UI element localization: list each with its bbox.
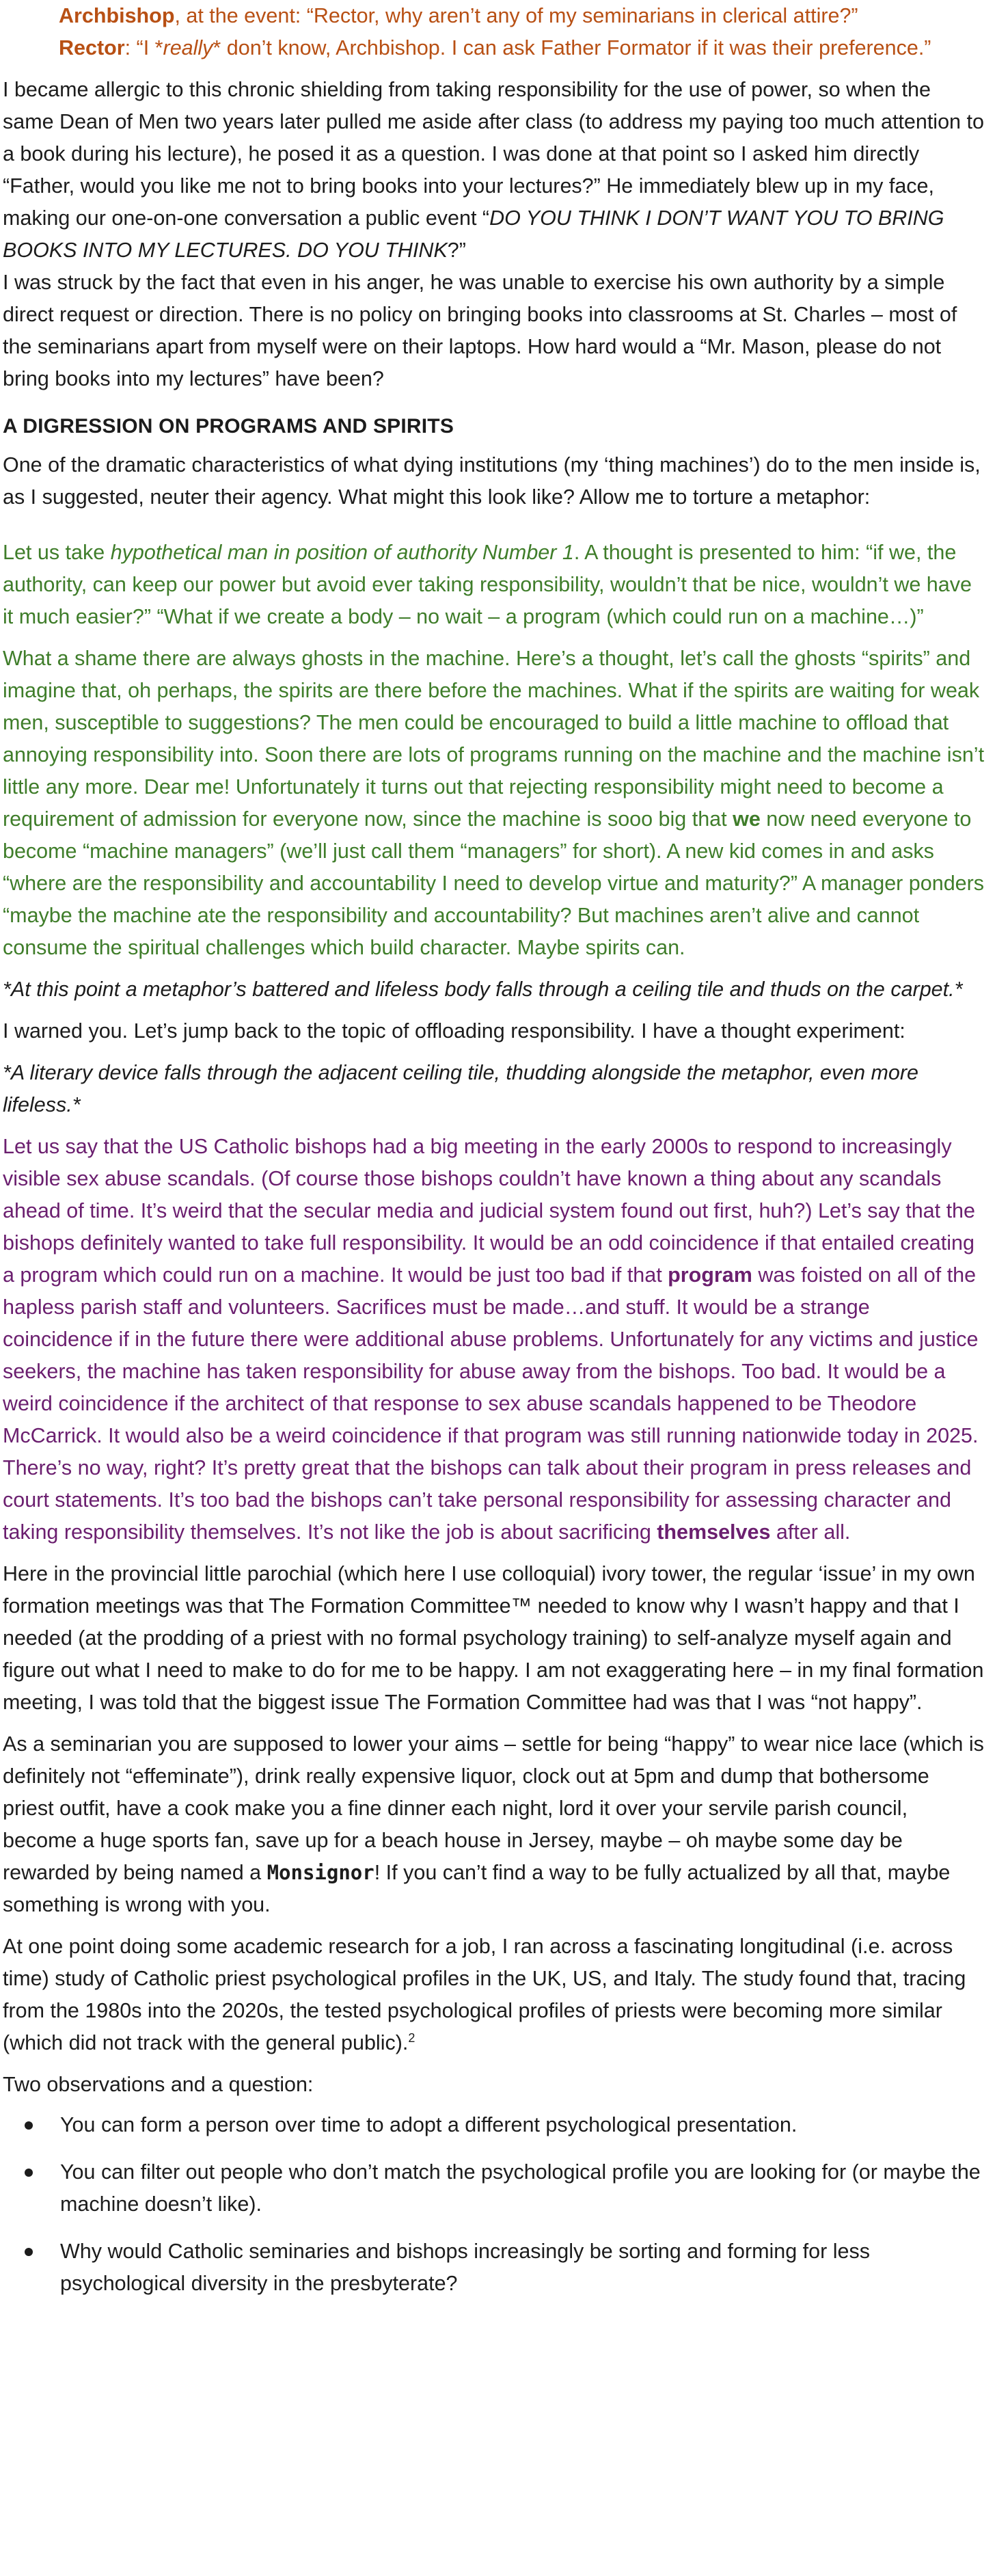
bullet-icon: [25, 2169, 33, 2177]
list-item-text: You can filter out people who don’t match the psychological profile you are looking for (or maybe the machine doesn’t like).: [60, 2160, 981, 2216]
dialogue-text-rector-a: : “I *: [124, 36, 163, 59]
bullet-icon: [25, 2248, 33, 2256]
passage-bold: we: [733, 807, 761, 831]
passage-text: . A thought is presented to him: “if we, the authority, can keep our power but avoid ever taking responsibility, wouldn’t that be nice, wouldn’t we have it much easier?” “What if we create a body – no wait – a program (which could run on a machine…)”: [3, 541, 972, 628]
paragraph-text: At one point doing some academic research for a job, I ran across a fascinating longitudinal (i.e. across time) study of Catholic priest psychological profiles in the UK, US, and Italy. The study found that, tracing from the 1980s into the 2020s, the tested psychological profiles of priests were becoming more similar (which did not track with the general public).: [3, 1935, 966, 2054]
aside-metaphor: *At this point a metaphor’s battered and lifeless body falls through a ceiling tile and thuds on the carpet.*: [3, 978, 963, 1001]
section-heading: A DIGRESSION ON PROGRAMS AND SPIRITS: [3, 415, 454, 438]
list-item: [60, 2156, 985, 2221]
green-passage-ghosts: [3, 643, 985, 964]
passage-text: Let us take: [3, 541, 111, 564]
paragraph-observations: Two observations and a question:: [3, 2073, 314, 2096]
paragraph-text: ?”: [447, 239, 466, 262]
aside-literary-device: *A literary device falls through the adjacent ceiling tile, thudding alongside the metaphor, even more lifeless.*: [3, 1061, 918, 1116]
passage-text: after all.: [770, 1520, 851, 1544]
green-passage-hypothetical: [3, 537, 985, 633]
paragraph-text: I became allergic to this chronic shielding from taking responsibility for the use of power, so when the same Dean of Men two years later pulled me aside after class (to address my paying too much attention to a book during his lecture), he posed it as a question. I was done at that point so I asked him directly “Father, would you like me not to bring books into your lectures?” He immediately blew up in my face, making our one-on-one conversation a public event “: [3, 78, 984, 230]
passage-text: now need everyone to become “machine managers” (we’ll just call them “managers” for short). A new kid comes in and asks “where are the responsibility and accountability I need to develop virtue and maturity?” A manager ponders “maybe the machine ate the responsibility and accountability? But machines aren’t alive and cannot consume the spiritual challenges which build character. Maybe spirits can.: [3, 807, 985, 959]
paragraph-longitudinal-study: [3, 1931, 985, 2059]
passage-bold-themselves: themselves: [657, 1520, 771, 1544]
passage-text: Let us say that the US Catholic bishops had a big meeting in the early 2000s to respond to increasingly visible sex abuse scandals. (Of course those bishops couldn’t have known a thing about any scandals ahead of time. It’s weird that the secular media and judicial system found out first, huh?) Let’s say that the bishops definitely wanted to take full responsibility. It would be an odd coincidence if that entailed creating a program which could run on a machine. It would be just too bad if that: [3, 1135, 975, 1287]
paragraph-formation-committee: Here in the provincial little parochial (which here I use colloquial) ivory tower, the regular ‘issue’ in my own formation meetings was that The Formation Committee™ needed to know why I wasn’t happy and that I needed (at the prodding of a priest with no formal psychology training) to self-analyze myself again and figure out what I need to make to do for me to be happy. I am not exaggerating here – in my final formation meeting, I was told that the biggest issue The Formation Committee had was that I was “not happy”.: [3, 1562, 984, 1714]
monsignor-title: Monsignor: [267, 1861, 374, 1884]
passage-emphasis: hypothetical man in position of authority Number 1: [110, 541, 574, 564]
shouted-quote: DO YOU THINK I DON’T WANT YOU TO BRING BOOKS INTO MY LECTURES. DO YOU THINK: [3, 206, 944, 262]
dialogue-emphasis: really: [163, 36, 213, 59]
list-item-text: You can form a person over time to adopt a different psychological presentation.: [60, 2113, 798, 2136]
paragraph-warned: I warned you. Let’s jump back to the topic of offloading responsibility. I have a thought experiment:: [3, 1019, 905, 1043]
speaker-archbishop: Archbishop: [59, 4, 175, 27]
list-item: [60, 2109, 985, 2141]
passage-text: was foisted on all of the hapless parish staff and volunteers. Sacrifices must be made…and stuff. It would be a strange coincidence if in the future there were additional abuse problems. Unfortunately for any victims and justice seekers, the machine has taken responsibility for abuse away from the bishops. Too bad. It would be a weird coincidence if the architect of that response to sex abuse scandals happened to be Theodore McCarrick. It would also be a weird coincidence if that program was still running nationwide today in 2025. There’s no way, right? It’s pretty great that the bishops can talk about their program in press releases and court statements. It’s too bad the bishops can’t take personal responsibility for assessing character and taking responsibility themselves. It’s not like the job is about sacrificing: [3, 1263, 979, 1544]
passage-text: What a shame there are always ghosts in the machine. Here’s a thought, let’s call the ghosts “spirits” and imagine that, oh perhaps, the spirits are there before the machines. What if the spirits are waiting for weak men, susceptible to suggestions? The men could be encouraged to build a little machine to offload that annoying responsibility into. Soon there are lots of programs running on the machine and the machine isn’t little any more. Dear me! Unfortunately it turns out that rejecting responsibility might need to become a requirement of admission for everyone now, since the machine is sooo big that: [3, 647, 985, 831]
passage-bold-program: program: [668, 1263, 752, 1287]
purple-passage-bishops: [3, 1131, 985, 1548]
dialogue-text-archbishop: , at the event: “Rector, why aren’t any of my seminarians in clerical attire?”: [174, 4, 858, 27]
dialogue-block: [3, 0, 985, 64]
paragraph-policy: I was struck by the fact that even in his anger, he was unable to exercise his own authority by a simple direct request or direction. There is no policy on bringing books into classrooms at St. Charles – most of the seminarians apart from myself were on their laptops. How hard would a “Mr. Mason, please do not bring books into my lectures” have been?: [3, 271, 957, 390]
observations-list: [3, 2109, 985, 2300]
paragraph-dying-institutions: One of the dramatic characteristics of what dying institutions (my ‘thing machines’) do to the men inside is, as I suggested, neuter their agency. What might this look like? Allow me to torture a metaphor:: [3, 453, 981, 509]
bullet-icon: [25, 2121, 33, 2130]
speaker-rector: Rector: [59, 36, 125, 59]
paragraph-dean-books: [3, 74, 985, 267]
list-item: [60, 2236, 985, 2300]
dialogue-line-archbishop: [59, 0, 985, 32]
paragraph-text: ! If you can’t find a way to be fully actualized by all that, maybe something is wrong with you.: [3, 1861, 951, 1916]
paragraph-text: As a seminarian you are supposed to lower your aims – settle for being “happy” to wear nice lace (which is definitely not “effeminate”), drink really expensive liquor, clock out at 5pm and dump that bothersome priest outfit, have a cook make you a fine dinner each night, lord it over your servile parish council, become a huge sports fan, save up for a beach house in Jersey, maybe – oh maybe some day be rewarded by being named a: [3, 1732, 984, 1884]
dialogue-line-rector: [59, 32, 985, 64]
paragraph-seminarian-aims: [3, 1728, 985, 1921]
list-item-text: Why would Catholic seminaries and bishops increasingly be sorting and forming for less psychological diversity in the presbyterate?: [60, 2240, 870, 2295]
dialogue-text-rector-b: * don’t know, Archbishop. I can ask Father Formator if it was their preference.”: [213, 36, 931, 59]
footnote-ref[interactable]: 2: [408, 2030, 415, 2045]
